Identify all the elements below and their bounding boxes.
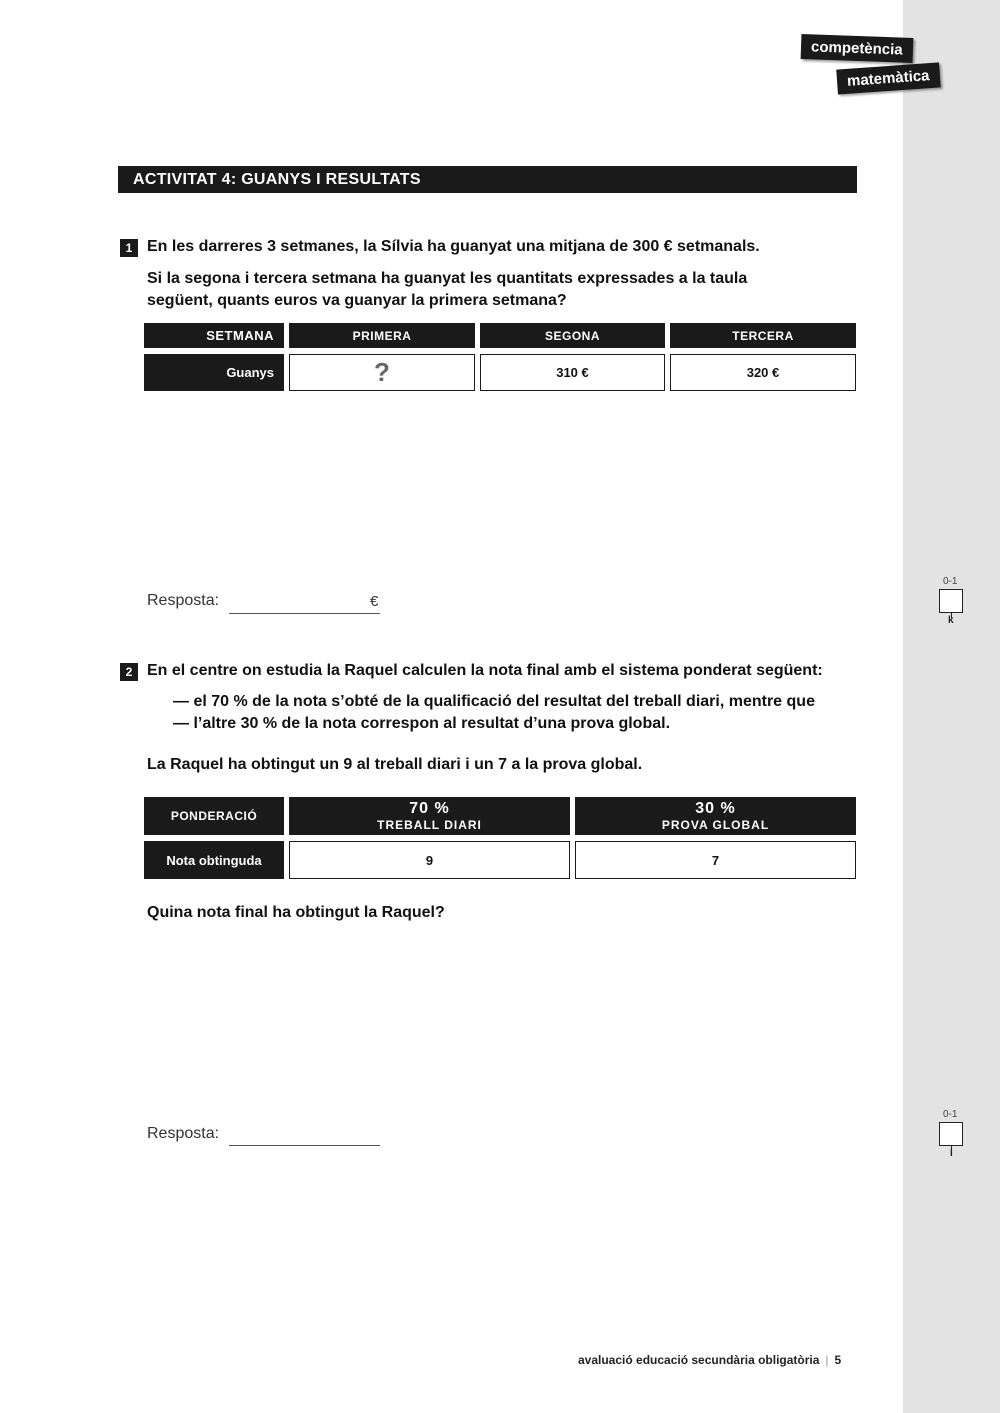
q2-question: Quina nota final ha obtingut la Raquel?: [147, 904, 445, 921]
footer-text: avaluació educació secundària obligatòria: [578, 1353, 820, 1367]
q1-value-segona: 310 €: [480, 354, 665, 391]
q2-score-code: l: [950, 1148, 953, 1159]
q1-score-box[interactable]: [939, 589, 963, 613]
q2-header-ponderacio: PONDERACIÓ: [144, 797, 284, 835]
competencia-tag: competència: [801, 34, 914, 63]
q2-statement: La Raquel ha obtingut un 9 al treball diari i un 7 a la prova global.: [147, 756, 643, 773]
q2-header-treball: [289, 797, 570, 835]
q2-score-range: 0-1: [943, 1109, 958, 1120]
activity-title: ACTIVITAT 4: GUANYS I RESULTATS: [118, 166, 857, 193]
q1-header-tercera: TERCERA: [670, 323, 856, 348]
q1-score-code: k: [948, 615, 954, 626]
q1-line1: En les darreres 3 setmanes, la Sílvia ha guanyat una mitjana de 300 € setmanals.: [147, 238, 760, 255]
q1-answer-field[interactable]: [229, 595, 380, 614]
q1-answer-unit: €: [370, 593, 379, 610]
margin-strip: [903, 0, 1000, 1413]
q2-value-prova: 7: [575, 841, 856, 879]
q1-row-label: Guanys: [144, 354, 284, 391]
q2-answer-label: Resposta:: [147, 1125, 220, 1142]
q1-value-primera[interactable]: [289, 354, 475, 391]
footer-separator: |: [825, 1353, 829, 1367]
q2-header-prova-name: PROVA GLOBAL: [661, 818, 770, 832]
q2-line1: En el centre on estudia la Raquel calculen la nota final amb el sistema ponderat següent:: [147, 662, 823, 679]
q2-header-prova: [575, 797, 856, 835]
q2-row-label: Nota obtinguda: [144, 841, 284, 879]
q2-header-treball-name: TREBALL DIARI: [377, 818, 482, 832]
question-mark: ?: [374, 357, 390, 387]
page-number: 5: [834, 1353, 842, 1367]
q1-line3: següent, quants euros va guanyar la primera setmana?: [147, 292, 567, 309]
q2-answer-field[interactable]: [229, 1127, 380, 1146]
q2-number: 2: [120, 663, 138, 681]
q2-bullet2: — l’altre 30 % de la nota correspon al resultat d’una prova global.: [173, 715, 671, 732]
q1-header-primera: PRIMERA: [289, 323, 475, 348]
q1-value-tercera: 320 €: [670, 354, 856, 391]
matematica-tag: matemàtica: [836, 62, 940, 94]
page-footer: [578, 1353, 841, 1367]
q2-value-treball: 9: [289, 841, 570, 879]
q2-header-treball-pct: 70 %: [409, 800, 450, 817]
q1-score-range: 0-1: [943, 576, 958, 587]
q2-bullet1: — el 70 % de la nota s’obté de la qualificació del resultat del treball diari, mentre que: [173, 693, 815, 710]
q1-line2: Si la segona i tercera setmana ha guanyat les quantitats expressades a la taula: [147, 270, 748, 287]
q2-score-box[interactable]: [939, 1122, 963, 1146]
q2-header-prova-pct: 30 %: [695, 800, 736, 817]
q1-answer-label: Resposta:: [147, 592, 220, 609]
q1-header-segona: SEGONA: [480, 323, 665, 348]
q1-number: 1: [120, 239, 138, 257]
q1-header-setmana: SETMANA: [144, 323, 284, 348]
